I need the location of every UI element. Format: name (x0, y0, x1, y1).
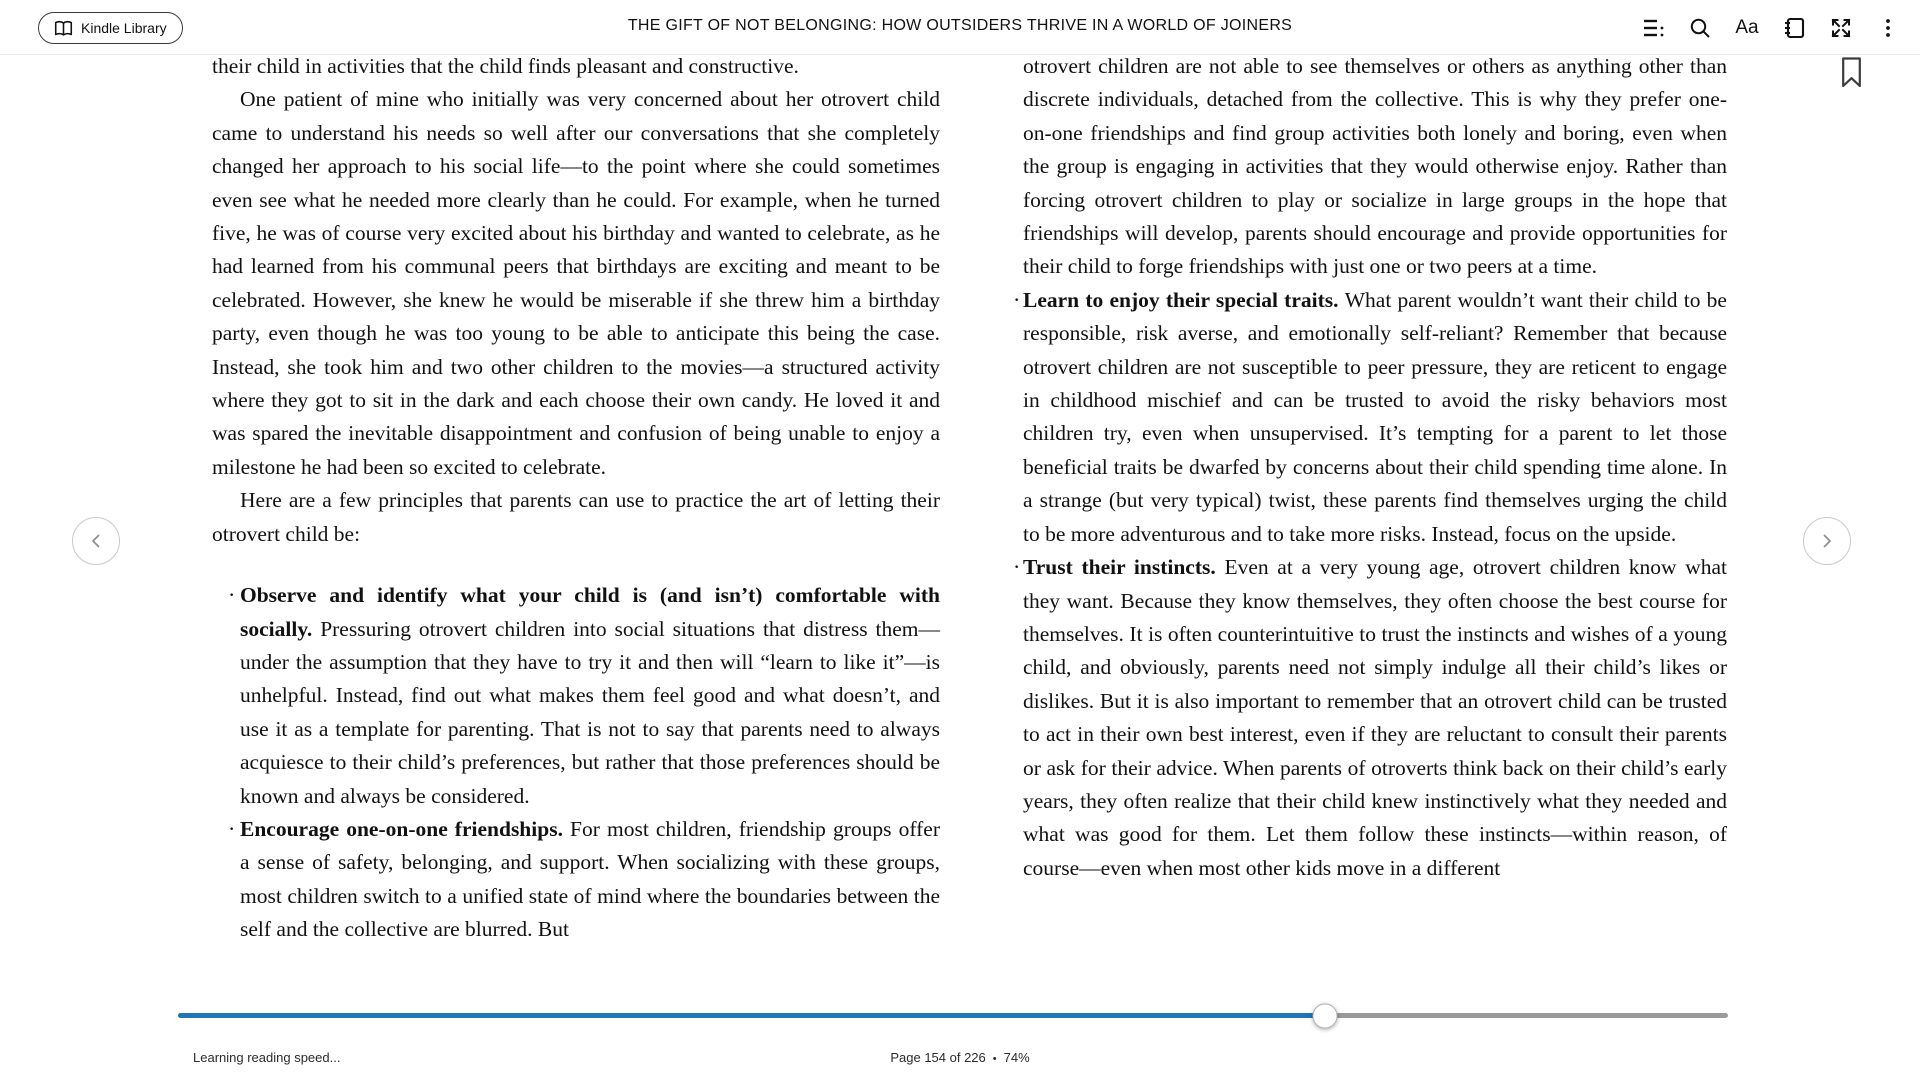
bullet-item: · Trust their instincts. Even at a very young age, otrovert children know what they want. Because they know themselves, they often choose the best course for themselves. It is often counterintuitive to trust the instincts and wishes of a young child, and obviously, parents need not simply indulge all their child’s likes or dislikes. But it is also important to remember that an otrovert child can be trusted to act in their own best interest, even if they are reluctant to consult their parents or ask for their advice. When parents of otroverts think back on their child’s early years, they often realize that their child knew instinctively what they needed and what was good for them. Let them follow these instincts—within reason, of course—even when most other kids move in a different (1023, 551, 1727, 885)
bullet-dot: · (228, 582, 236, 608)
toc-button[interactable] (1639, 14, 1667, 42)
page-layout-button[interactable] (1780, 14, 1808, 42)
chevron-left-icon (83, 528, 109, 554)
bullet-lead: Learn to enjoy their special traits. (1023, 287, 1345, 312)
bullet-item: · Encourage one-on-one friendships. For most children, friendship groups offer a sense of safety, belonging, and support. When socializing with these groups, most children switch to a unified state of mind where the boundaries between the self and the collective are blurred. But (212, 813, 940, 947)
typography-button[interactable] (1733, 14, 1761, 42)
kindle-library-label: Kindle Library (81, 20, 167, 36)
search-icon (1688, 16, 1712, 40)
progress-handle[interactable] (1313, 1003, 1338, 1028)
page-column-right (1013, 50, 1727, 1000)
page-position-info (0, 1050, 1920, 1065)
bullet-dot: · (228, 815, 236, 841)
page-number-label: Page 154 of 226 (890, 1050, 986, 1065)
page-column-left (212, 50, 940, 1000)
toc-icon (1641, 16, 1665, 40)
paragraph: One patient of mine who initially was very concerned about her otrovert child came to understand his needs so well after our conversations that she completely changed her approach to his social life—to the point where she could sometimes even see what he needed more clearly than he could. For example, when he turned five, he was of course very excited about his birthday and wanted to celebrate, as he had learned from his communal peers that birthdays are exciting and meant to be celebrated. However, she knew he would be miserable if she threw him a birthday party, even though he was too young to be able to anticipate this being the case. Instead, she took him and two other children to the movies—a structured activity where they got to sit in the dark and each choose their own candy. He loved it and was spared the inevitable disappointment and confusion of being unable to enjoy a milestone he had been so excited to celebrate. (212, 87, 940, 479)
fullscreen-button[interactable] (1827, 14, 1855, 42)
bullet-lead: Encourage one-on-one friendships. (240, 816, 571, 841)
more-options-icon (1876, 16, 1900, 40)
typography-icon: Aa (1735, 16, 1759, 38)
bullet-dot: · (1013, 554, 1021, 580)
percent-label: 74% (1003, 1050, 1030, 1065)
bullet-dot: · (1013, 286, 1021, 312)
fullscreen-icon (1829, 16, 1853, 40)
page-layout-icon (1782, 16, 1806, 40)
bullet-lead: Trust their instincts. (1023, 555, 1225, 580)
previous-page-button[interactable] (72, 517, 120, 565)
paragraph: their child in activities that the child finds pleasant and constructive. (212, 54, 799, 78)
search-button[interactable] (1686, 14, 1714, 42)
next-page-button[interactable] (1803, 517, 1851, 565)
top-bar (0, 0, 1920, 55)
reading-speed-status: Learning reading speed... (193, 1050, 341, 1065)
more-options-button[interactable] (1874, 14, 1902, 42)
book-title: THE GIFT OF NOT BELONGING: HOW OUTSIDERS THRIVE IN A WORLD OF JOINERS (627, 17, 1293, 34)
bullet-item: · Observe and identify what your child is (and isn’t) comfortable with socially. Pressuring otrovert children into social situations that distress them—under the assumption that they have to try it and then will “learn to like it”—is unhelpful. Instead, find out what makes them feel good and what doesn’t, and use it as a template for parenting. That is not to say that parents need to always acquiesce to their child’s preferences, but rather that those preferences should be known and always be considered. (212, 579, 940, 813)
chevron-right-icon (1814, 528, 1840, 554)
paragraph: Here are a few principles that parents can use to practice the art of letting their otrovert child be: (212, 488, 940, 546)
bullet-lead: Observe and identify what your child is (and isn’t) comfortable with socially. (240, 583, 940, 641)
book-page (0, 50, 1920, 1005)
progress-fill (178, 1013, 1325, 1018)
paragraph: otrovert children are not able to see themselves or others as anything other than discrete individuals, detached from the collective. This is why they prefer one-on-one friendships and find group activities both lonely and boring, even when the group is engaging in activities that they would otherwise enjoy. Rather than forcing otrovert children to play or socialize in large groups in the hope that friendships will develop, parents should encourage and provide opportunities for their child to forge friendships with just one or two peers at a time. (1023, 54, 1727, 279)
bullet-item: · Learn to enjoy their special traits. What parent wouldn’t want their child to be responsible, risk averse, and emotionally self-reliant? Remember that because otrovert children are not susceptible to peer pressure, they are reticent to engage in childhood mischief and can be trusted to avoid the risky behaviors most children try, even when unsupervised. It’s tempting for a parent to let those beneficial traits be dwarfed by concerns about their child spending time alone. In a strange (but very typical) twist, these parents find themselves urging the child to be more adventurous and to take more risks. Instead, focus on the upside. (1023, 284, 1727, 551)
reading-progress-slider[interactable] (178, 1013, 1728, 1018)
topbar-icon-group (1639, 0, 1902, 55)
separator-dot: • (992, 1053, 997, 1065)
